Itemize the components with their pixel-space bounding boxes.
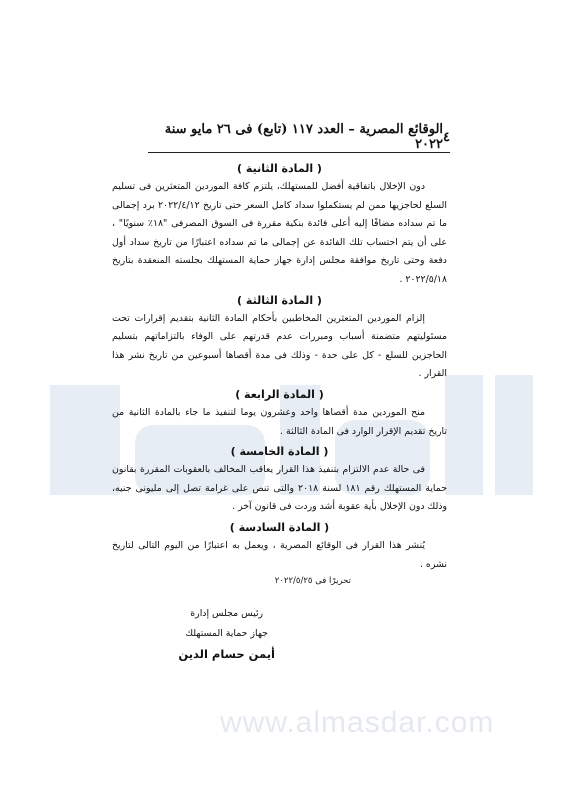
signature-block	[178, 604, 275, 664]
page-header	[148, 122, 450, 152]
watermark-url: www.almasdar.com	[220, 706, 495, 739]
issue-date: تحريرًا فى ٢٠٢٢/٥/٢٥	[274, 576, 351, 587]
article-6-text: يُنشر هذا القرار فى الوقائع المصرية ، ويعمل به اعتبارًا من اليوم التالى لتاريخ نشره .	[112, 539, 447, 570]
article-5-text: فى حالة عدم الالتزام بتنفيذ هذا القرار يعاقب المخالف بالعقوبات المقررة بقانون حماية المستهلك رقم ١٨١ لسنة ٢٠١٨ والتى تنص على غرامة تصل إلى مليونى جنيه، وذلك دون الإخلال بأية عقوبة أشد وردت فى قانون آخر .	[112, 464, 448, 513]
article-6-heading: ( المادة السادسة )	[229, 520, 330, 534]
signatory-title-1: رئيس مجلس إدارة	[190, 608, 264, 619]
article-3-text: إلزام الموردين المتعثرين المخاطبين بأحكام المادة الثانية بتقديم إقرارات تحت مسئوليتهم متضمنة أسباب ومبررات عدم قدرتهم على الوفاء بالتزاماتهم بتسليم الحاجزين للسلع - كل على حدة - وذلك فى مدة أقصاها أسبوعين من تاريخ نشر هذا القرار .	[112, 312, 447, 380]
decision-body	[112, 158, 447, 586]
article-5-heading: ( المادة الخامسة )	[230, 445, 329, 459]
article-4-text: منح الموردين مدة أقصاها واحد وعشرون يوما لتنفيذ ما جاء بالمادة الثانية من تاريخ تقديم الإقرار الوارد فى المادة الثالثة .	[112, 406, 447, 437]
signatory-name: أيمن حسام الدين	[178, 647, 275, 661]
article-4-heading: ( المادة الرابعة )	[235, 387, 324, 401]
signatory-title-2: جهاز حماية المستهلك	[185, 628, 268, 639]
page-number: ٤	[443, 129, 450, 145]
publication-title: الوقائع المصرية – العدد ١١٧ (تابع) فى ٢٦ مايو سنة ٢٠٢٢	[164, 122, 444, 152]
article-3-heading: ( المادة الثالثة )	[237, 293, 322, 307]
article-2-text: دون الإخلال باتفاقية أفضل للمستهلك، يلتزم كافة الموردين المتعثرين فى تسليم السلع لحاجزيها ممن لم يستكملوا سداد كامل السعر حتى تاريخ ٢٠٢٢/٤/١٢ برد إجمالى ما تم سداده مضافًا إليه أعلى فائدة بنكية مقررة فى السوق المصرفى "١٨٪ سنويًا" ، على أن يتم احتساب تلك الفائدة عن إجمالى ما تم سداده اعتبارًا من تاريخ سداد أول دفعة وحتى تاريخ موافقة مجلس إدارة جهاز حماية المستهلك بجلسته المنعقدة بتاريخ ٢٠٢٢/٥/١٨ .	[112, 181, 448, 285]
header-divider	[148, 152, 450, 153]
article-2-heading: ( المادة الثانية )	[237, 162, 322, 175]
